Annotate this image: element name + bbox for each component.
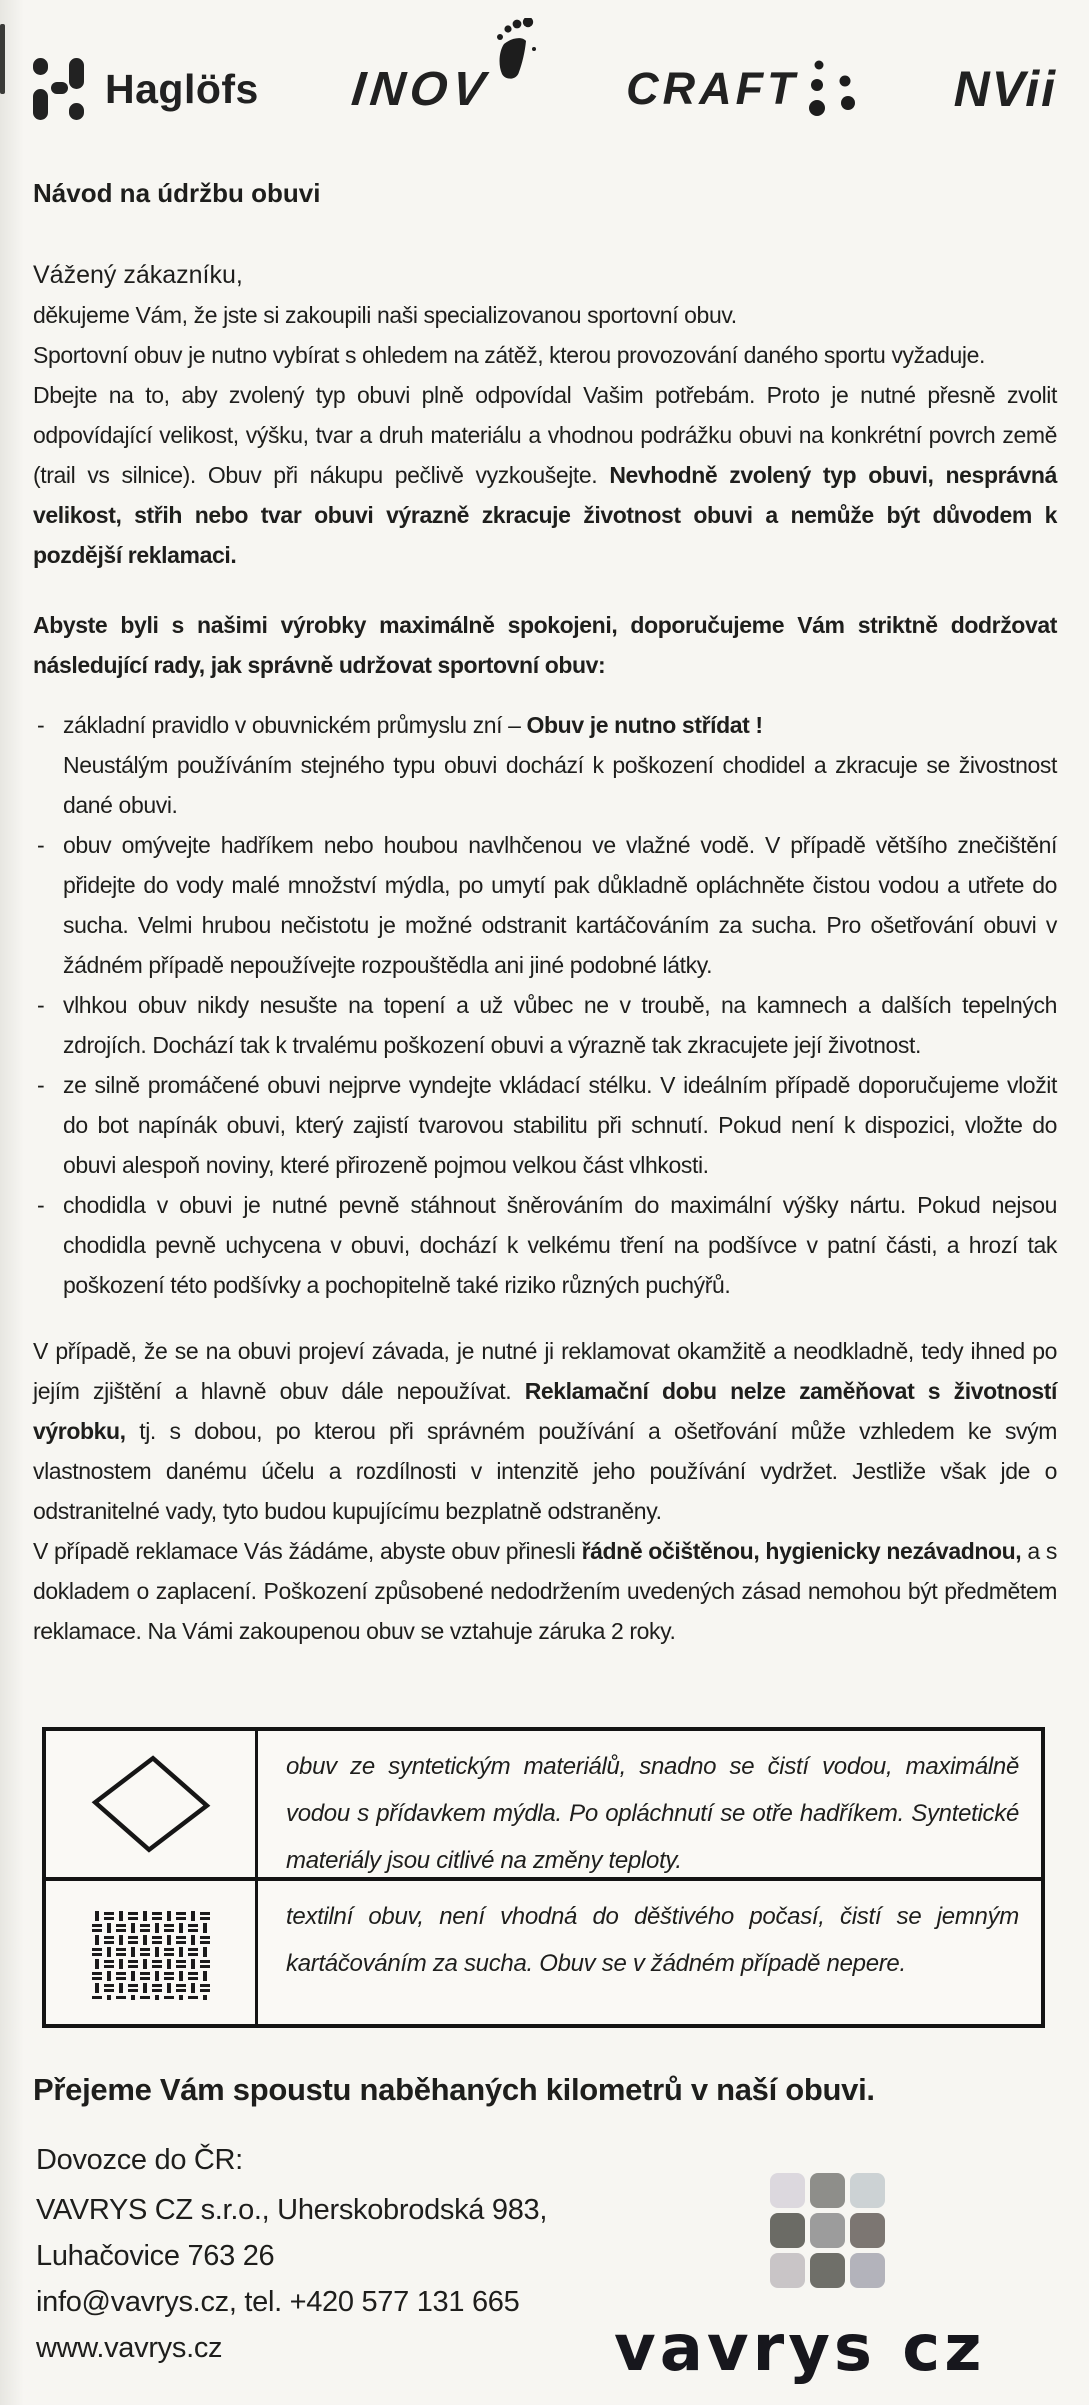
bullet-dash: - xyxy=(37,832,45,858)
bullet-dash: - xyxy=(37,1072,45,1098)
contact-line: info@vavrys.cz, tel. +420 577 131 665 xyxy=(36,2286,520,2318)
vavrys-wordmark: vavrys cz xyxy=(614,2312,986,2386)
footer-section xyxy=(0,2028,1089,2405)
bullet-text: chodidla v obuvi je nutné pevně stáhnout šněrováním do maximální výšky nártu. Pokud nejsou chodidla pevně uchycena v obuvi, dochází k velkému tření na podšívce v patní části, a hrozí tak poškození této podšívky a pochopitelně také riziko různých puchýřů. xyxy=(63,1192,1057,1298)
inov8-logo xyxy=(349,62,533,117)
craft-logo xyxy=(626,58,860,120)
diamond-icon xyxy=(107,1768,194,1839)
intro-line: děkujeme Vám, že jste si zakoupili naši specializovanou sportovní obuv. xyxy=(33,302,737,328)
care-heading: Abyste byli s našimi výrobky maximálně spokojeni, doporučujeme Vám striktně dodržovat následující rady, jak správně udržovat sportovní obuv: xyxy=(33,612,1057,678)
bullet-dash: - xyxy=(37,1192,45,1218)
bullet-text: ze silně promáčené obuvi nejprve vyndejte vkládací stélku. V ideálním případě doporučujeme vložit do bot napínák obuvi, který zajistí tvarovou stabilitu při schnutí. Pokud není k dispozici, vložte do obuvi alespoň noviny, které přirozeně pojmou velkou část vlhkosti. xyxy=(63,1072,1057,1178)
inov-wordmark: INOV xyxy=(349,62,492,116)
vavrys-grid-cell xyxy=(770,2253,805,2288)
list-item xyxy=(33,985,1057,1065)
bullet-dash: - xyxy=(37,992,45,1018)
weave-icon xyxy=(91,1910,211,2000)
claims-section xyxy=(33,1331,1057,1651)
footprint-icon xyxy=(491,18,537,92)
vavrys-grid-cell xyxy=(810,2213,845,2248)
care-bullet-list xyxy=(33,705,1057,1305)
table-row xyxy=(46,1881,1041,2028)
importer-label: Dovozce do ČR: xyxy=(36,2144,243,2176)
vavrys-grid-cell xyxy=(810,2253,845,2288)
page-title: Návod na údržbu obuvi xyxy=(33,178,321,208)
list-item xyxy=(33,705,1057,825)
vavrys-grid-cell xyxy=(770,2173,805,2208)
nvii-wordmark: NVii xyxy=(953,61,1057,117)
textile-care-text: textilní obuv, není vhodná do děštivého počasí, čistí se jemným kartáčováním za sucha. Obuv se v žádném případě nepere. xyxy=(286,1903,1019,1977)
list-item xyxy=(33,1185,1057,1305)
vavrys-grid-cell xyxy=(810,2173,845,2208)
synthetic-care-text: obuv ze syntetickým materiálů, snadno se čistí vodou, maximálně vodou s přídavkem mýdla. Po opláchnutí se otře hadříkem. Syntetické materiály jsou citlivé na změny teploty. xyxy=(286,1753,1019,1874)
bullet-dash: - xyxy=(37,712,45,738)
care-symbols-table xyxy=(42,1727,1045,2028)
table-row xyxy=(46,1731,1041,1881)
vavrys-grid-cell xyxy=(850,2253,885,2288)
bullet-text: vlhkou obuv nikdy nesušte na topení a už vůbec ne v troubě, na kamnech a dalších tepelných zdrojích. Dochází tak k trvalému poškození obuvi a výrazně tak zkracujete její životnost. xyxy=(63,992,1057,1058)
contact-line: www.vavrys.cz xyxy=(36,2332,223,2364)
vavrys-grid-cell xyxy=(850,2213,885,2248)
claims-paragraph-2: V případě reklamace Vás žádáme, abyste obuv přinesli řádně očištěnou, hygienicky nezávadnou, a s dokladem o zaplacení. Poškození způsobené nedodržením uvedených zásad nemohou být předmětem reklamace. Na Vámi zakoupenou obuv se vztahuje záruka 2 roky. xyxy=(33,1538,1057,1644)
haglofs-logo xyxy=(33,56,259,122)
craft-dots-icon xyxy=(809,58,861,120)
haglofs-h-icon xyxy=(33,56,85,122)
list-item xyxy=(33,1065,1057,1185)
salutation: Vážený zákazníku, xyxy=(33,261,243,289)
contact-line: Luhačovice 763 26 xyxy=(36,2240,275,2272)
brand-logo-row xyxy=(33,34,1057,144)
vavrys-grid-cell xyxy=(850,2173,885,2208)
list-item xyxy=(33,825,1057,985)
intro-paragraph: Dbejte na to, aby zvolený typ obuvi plně odpovídal Vašim potřebám. Proto je nutné přesně zvolit odpovídající velikost, výšku, tvar a druh materiálu a vhodnou podrážku obuvi na konkrétní povrch země (trail vs silnice). Obuv při nákupu pečlivě vyzkoušejte. Nevhodně zvolený typ obuvi, nesprávná velikost, střih nebo tvar obuvi výrazně zkracuje životnost obuvi a nemůže být důvodem k pozdější reklamaci. xyxy=(33,382,1057,568)
vavrys-grid-icon xyxy=(770,2173,885,2288)
nvii-logo xyxy=(954,60,1057,118)
claims-paragraph-1: V případě, že se na obuvi projeví závada, je nutné ji reklamovat okamžitě a neodkladně, tedy ihned po jejím zjištění a hlavně obuv dále nepoužívat. Reklamační dobu nelze zaměňovat s životností výrobku, tj. s dobou, po kterou při správném používání a ošetřování může vzhledem ke svým vlastnostem danému účelu a rozdílnosti v intenzitě jeho používání vydržet. Jestliže však jde o odstranitelné vady, tyto budou kupujícímu bezplatně odstraněny. xyxy=(33,1338,1057,1524)
bullet-text: základní pravidlo v obuvnickém průmyslu zní – Obuv je nutno střídat ! xyxy=(63,712,763,738)
closing-wish: Přejeme Vám spoustu naběhaných kilometrů v naší obuvi. xyxy=(33,2072,875,2107)
contact-block xyxy=(36,2187,547,2371)
contact-line: VAVRYS CZ s.r.o., Uherskobrodská 983, xyxy=(36,2194,548,2226)
bullet-subtext: Neustálým používáním stejného typu obuvi dochází k poškození chodidel a zkracuje se živostnost dané obuvi. xyxy=(63,752,1057,818)
vavrys-grid-cell xyxy=(770,2213,805,2248)
bullet-text: obuv omývejte hadříkem nebo houbou navlhčenou ve vlažné vodě. V případě většího znečištění přidejte do vody malé množství mýdla, po umytí pak důkladně opláchněte čistou vodou a utřete do sucha. Velmi hrubou nečistotu je možné odstranit kartáčováním za sucha. Pro ošetřování obuvi v žádném případě nepoužívejte rozpouštědla ani jiné podobné látky. xyxy=(63,832,1057,978)
craft-wordmark: CRAFT xyxy=(626,63,799,114)
intro-lines xyxy=(33,295,1057,375)
haglofs-wordmark: Haglöfs xyxy=(105,65,259,112)
intro-line: Sportovní obuv je nutno vybírat s ohledem na zátěž, kterou provozování daného sportu vyžaduje. xyxy=(33,342,986,368)
